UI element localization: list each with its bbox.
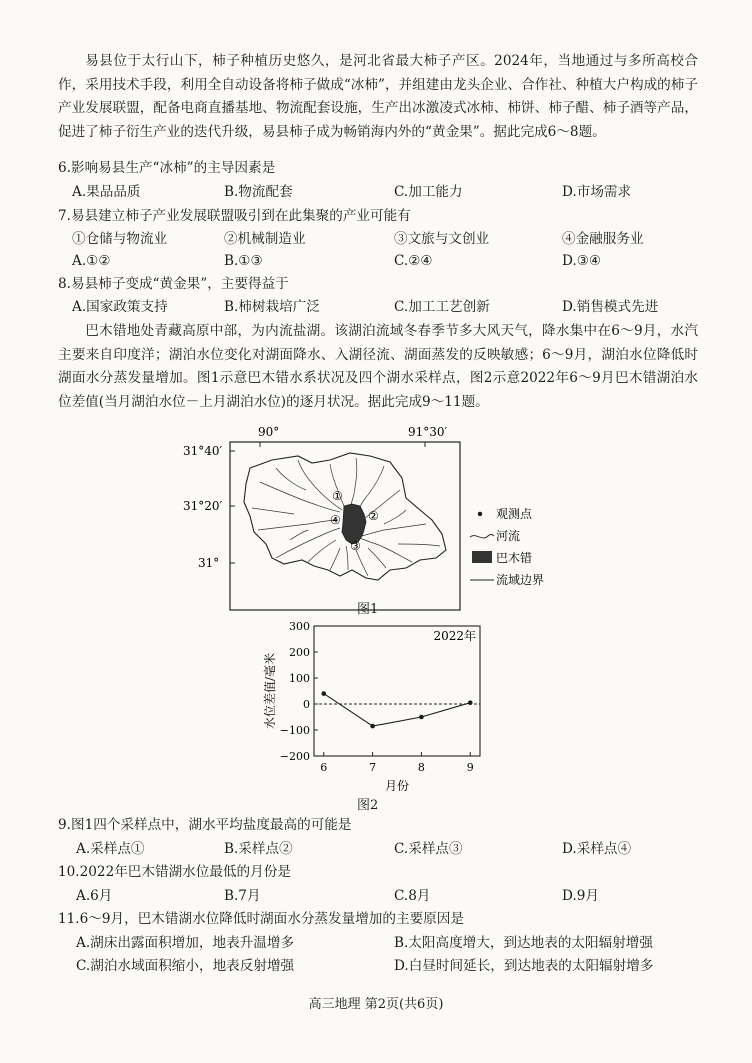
bamco-lake (342, 504, 366, 544)
legend-point-icon (478, 512, 482, 516)
option-b: B.物流配套 (224, 184, 293, 200)
map-legend (470, 506, 544, 587)
question-6-options (72, 182, 712, 202)
question-8-stem: 8.易县柿子变成“黄金果”，主要得益于 (58, 276, 289, 292)
option-a: A.采样点① (76, 841, 145, 857)
question-9-stem: 9.图1四个采样点中，湖水平均盐度最高的可能是 (58, 817, 352, 833)
x-tick-label: 9 (466, 761, 474, 774)
lon-label-91-30: 91°30′ (408, 425, 448, 439)
data-point (419, 715, 424, 720)
sample-point-3: ③ (350, 539, 361, 553)
sample-point-2: ② (368, 509, 379, 523)
item-4: ④金融服务业 (562, 231, 644, 247)
question-7-stem: 7.易县建立柿子产业发展联盟吸引到在此集聚的产业可能有 (58, 208, 411, 224)
option-a: A.湖床出露面积增加，地表升温增多 (76, 935, 295, 951)
y-tick-label: 0 (303, 698, 310, 711)
option-b: B.采样点② (224, 841, 293, 857)
option-d: D.9月 (562, 888, 599, 904)
legend-boundary: 流域边界 (496, 573, 545, 587)
question-11-stem: 11.6～9月，巴木错湖水位降低时湖面水分蒸发量增加的主要原因是 (58, 911, 464, 927)
option-b: B.7月 (224, 888, 261, 904)
option-a: A.6月 (76, 888, 113, 904)
passage-persimmon: 易县位于太行山下，柿子种植历史悠久，是河北省最大柿子产区。2024年，当地通过与多所高校合作，采用技术手段，利用全自动设备将柿子做成“冰柿”，并组建由龙头企业、合作社、种植大户构成的柿子产业发展联盟，配备电商直播基地、物流配套设施，生产出冰激凌式冰柿、柿饼、柿子醋、柿子酒等产品，促进了柿子衍生产业的迭代升级，易县柿子成为畅销海内外的“黄金果”。据此完成6～8题。 (58, 53, 698, 140)
x-tick-label: 8 (417, 761, 425, 774)
legend-observation-point: 观测点 (496, 507, 533, 521)
item-1: ①仓储与物流业 (72, 231, 168, 247)
x-tick-label: 6 (320, 761, 328, 774)
data-point (370, 724, 375, 729)
option-a: A.果品品质 (72, 184, 141, 200)
question-7-options (72, 251, 712, 271)
y-tick-label: −100 (279, 724, 310, 737)
figure-1-caption: 图1 (357, 602, 379, 617)
page-footer: 高三地理 第2页(共6页) (308, 997, 444, 1012)
plot-frame (314, 626, 480, 756)
option-d: D.白昼时间延长，到达地表的太阳辐射增多 (394, 958, 654, 974)
item-3: ③文旅与文创业 (394, 231, 490, 247)
question-11-options-row-2 (76, 956, 716, 976)
data-points (321, 691, 472, 728)
x-axis-label: 月份 (384, 779, 410, 793)
legend-lake-icon (472, 551, 492, 563)
y-tick-label: −200 (279, 750, 310, 763)
question-8-options (72, 297, 712, 317)
option-c: C.加工能力 (394, 184, 463, 200)
lat-label-31-20: 31°20′ (183, 499, 223, 513)
y-ticks (280, 620, 318, 763)
question-7-items (72, 229, 712, 249)
option-c: C.湖泊水域面积缩小，地表反射增强 (76, 958, 295, 974)
legend-lake: 巴木错 (496, 551, 533, 565)
passage-bamco: 巴木错地处青藏高原中部，为内流盐湖。该湖泊流域冬春季节多大风天气，降水集中在6～9月，水汽主要来自印度洋；湖泊水位变化对湖面降水、入湖径流、湖面蒸发的反映敏感；6～9月，湖泊水位降低时湖面水分蒸发量增加。图1示意巴木错水系状况及四个湖水采样点，图2示意2022年6～9月巴木错湖泊水位差值(当月湖泊水位－上月湖泊水位)的逐月状况。据此完成9～11题。 (58, 323, 698, 410)
option-c: C.采样点③ (394, 841, 463, 857)
lat-label-31: 31° (198, 556, 220, 570)
option-b: B.柿树栽培广泛 (224, 299, 320, 315)
lon-label-90: 90° (258, 425, 280, 439)
option-b: B.太阳高度增大，到达地表的太阳辐射增强 (394, 935, 653, 951)
data-point (468, 700, 473, 705)
figure-2-chart (258, 620, 498, 800)
data-point (321, 691, 326, 696)
legend-river-icon (470, 535, 494, 538)
option-a: A.国家政策支持 (72, 299, 168, 315)
y-tick-label: 300 (289, 620, 310, 633)
option-c: C.加工工艺创新 (394, 299, 490, 315)
option-b: B.①③ (224, 253, 263, 269)
series-line (324, 694, 470, 727)
option-d: D.市场需求 (562, 184, 632, 200)
y-tick-label: 100 (289, 672, 310, 685)
x-tick-label: 7 (369, 761, 377, 774)
option-a: A.①② (72, 253, 111, 269)
lat-label-31-40: 31°40′ (183, 444, 223, 458)
x-ticks (320, 752, 473, 774)
question-10-options (76, 886, 716, 906)
option-c: C.②④ (394, 253, 433, 269)
y-tick-label: 200 (289, 646, 310, 659)
option-c: C.8月 (394, 888, 431, 904)
sample-point-1: ① (332, 489, 343, 503)
question-6-stem: 6.影响易县生产“冰柿”的主导因素是 (58, 160, 276, 176)
item-2: ②机械制造业 (224, 231, 306, 247)
chart-title: 2022年 (433, 629, 476, 643)
legend-river: 河流 (496, 529, 521, 543)
y-axis-label: 水位差值/毫米 (263, 652, 277, 730)
figure-2-caption: 图2 (357, 798, 379, 813)
question-9-options (76, 839, 716, 859)
question-10-stem: 10.2022年巴木错湖水位最低的月份是 (58, 864, 291, 880)
option-d: D.采样点④ (562, 841, 632, 857)
option-d: D.③④ (562, 253, 602, 269)
sample-point-4: ④ (330, 513, 341, 527)
option-d: D.销售模式先进 (562, 299, 659, 315)
figure-1-map (180, 420, 580, 620)
question-11-options-row-1 (76, 933, 716, 953)
